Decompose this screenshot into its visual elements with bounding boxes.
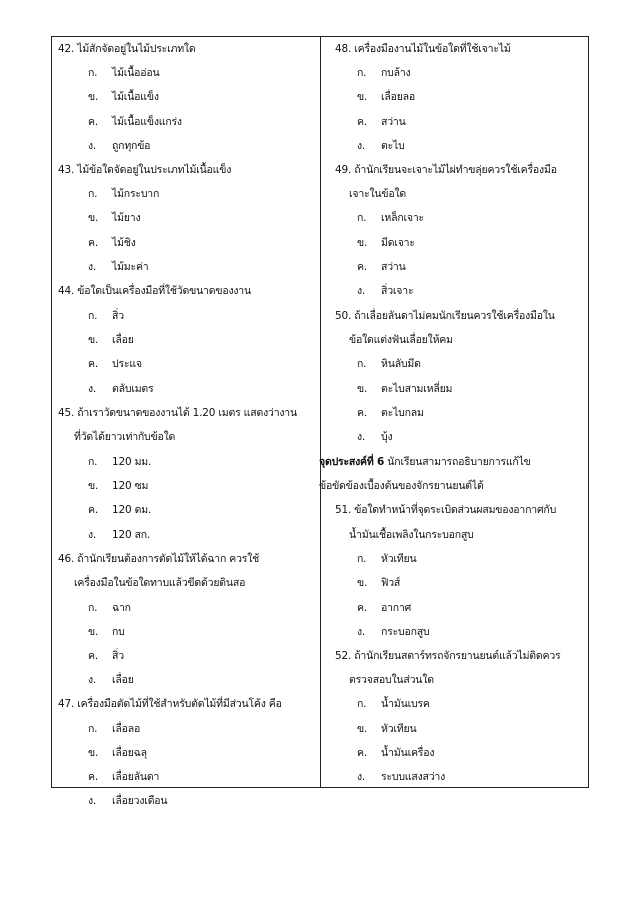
option-text: หัวเทียน [381, 723, 417, 735]
option-letter: ก. [88, 602, 98, 614]
question-text: 48. เครื่องมืองานไม้ในข้อใดที่ใช้เจาะไม้ [335, 43, 511, 55]
option-letter: ง. [88, 383, 97, 395]
answer-option [88, 309, 124, 323]
option-text: ฟิวส์ [381, 577, 401, 589]
option-text: สว่าน [381, 116, 406, 128]
option-letter: ง. [357, 771, 366, 783]
option-letter: ก. [88, 456, 98, 468]
option-text: สิ่ว [112, 650, 124, 662]
answer-option [88, 625, 125, 639]
option-letter: ข. [88, 747, 99, 759]
option-letter: ค. [88, 504, 98, 516]
answer-option [357, 601, 412, 615]
answer-option [88, 601, 131, 615]
option-letter: ง. [88, 261, 97, 273]
question-text: 50. ถ้าเลื่อยลันดาไม่คมนักเรียนควรใช้เครื่องมือใน [335, 310, 555, 322]
answer-option [88, 236, 136, 250]
answer-option [357, 260, 406, 274]
answer-option [88, 66, 160, 80]
answer-option [357, 139, 405, 153]
answer-option [357, 115, 406, 129]
option-text: น้ำมันเครื่อง [381, 747, 435, 759]
question-text: 49. ถ้านักเรียนจะเจาะไม้ไผ่ทำขลุ่ยควรใช้เครื่องมือ [335, 164, 557, 176]
question-continuation: น้ำมันเชื้อเพลิงในกระบอกสูบ [349, 529, 474, 541]
option-letter: ง. [357, 285, 366, 297]
option-letter: ก. [88, 188, 98, 200]
answer-option [88, 115, 182, 129]
option-text: กระบอกสูบ [381, 626, 430, 638]
option-letter: ค. [357, 116, 367, 128]
answer-option [88, 746, 147, 760]
option-text: กบล้าง [381, 67, 411, 79]
answer-option [357, 211, 424, 225]
right-column [320, 37, 591, 787]
option-letter: ก. [357, 358, 367, 370]
option-text: 120 มม. [112, 456, 152, 468]
option-text: มีดเจาะ [381, 237, 415, 249]
question-text: 42. ไม้สักจัดอยู่ในไม้ประเภทใด [58, 43, 196, 55]
answer-option [357, 770, 446, 784]
objective-text: นักเรียนสามารถอธิบายการแก้ไข [384, 456, 531, 468]
option-text: เลื่อยลอ [381, 91, 416, 103]
option-text: สิ่วเจาะ [381, 285, 414, 297]
option-text: ไม้มะค่า [112, 261, 149, 273]
question-continuation: ข้อใดแต่งฟันเลื่อยให้คม [349, 334, 453, 346]
option-letter: ง. [88, 674, 97, 686]
answer-option [357, 576, 401, 590]
answer-option [357, 284, 414, 298]
option-letter: ก. [357, 67, 367, 79]
answer-option [357, 552, 417, 566]
answer-option [88, 260, 149, 274]
option-text: เลื่อยฉลุ [112, 747, 147, 759]
option-letter: ค. [357, 747, 367, 759]
option-text: สิ่ว [112, 310, 124, 322]
option-letter: ค. [88, 771, 98, 783]
answer-option [88, 455, 152, 469]
objective-heading [319, 455, 531, 469]
answer-option [357, 236, 415, 250]
answer-option [88, 503, 152, 517]
option-text: ไม้ยาง [112, 212, 141, 224]
question-text: 45. ถ้าเราวัดขนาดของงานได้ 1.20 เมตร แสดงว่างาน [58, 407, 297, 419]
question-continuation: เครื่องมือในข้อใดทาบแล้วขีดด้วยดินสอ [74, 577, 246, 589]
answer-option [357, 746, 435, 760]
answer-option [357, 625, 430, 639]
answer-option [88, 90, 159, 104]
option-letter: ค. [88, 650, 98, 662]
option-letter: ง. [357, 431, 366, 443]
option-letter: ข. [88, 91, 99, 103]
option-text: ไม้เนื้อแข็ง [112, 91, 159, 103]
answer-option [88, 139, 151, 153]
answer-option [88, 382, 154, 396]
answer-option [357, 66, 411, 80]
option-text: กบ [112, 626, 125, 638]
option-text: ตะไบ [381, 140, 405, 152]
option-letter: ข. [88, 212, 99, 224]
question-continuation: ข้อขัดข้องเบื้องต้นของจักรยานยนต์ได้ [319, 480, 484, 492]
option-text: หินลับมีด [381, 358, 421, 370]
answer-option [88, 479, 149, 493]
answer-option [357, 382, 453, 396]
answer-option [357, 722, 417, 736]
option-text: อากาศ [381, 602, 412, 614]
question-text: 43. ไม้ข้อใดจัดอยู่ในประเภทไม้เนื้อแข็ง [58, 164, 232, 176]
option-letter: ข. [357, 237, 368, 249]
option-text: ไม้เนื้อแข็งแกร่ง [112, 116, 182, 128]
option-text: เหล็กเจาะ [381, 212, 424, 224]
option-letter: ก. [357, 553, 367, 565]
left-column [52, 37, 320, 807]
option-letter: ข. [357, 383, 368, 395]
answer-option [357, 406, 424, 420]
option-letter: ข. [357, 91, 368, 103]
answer-option [88, 528, 151, 542]
option-text: ฉาก [112, 602, 131, 614]
option-text: 120 สก. [112, 529, 151, 541]
option-text: น้ำมันเบรค [381, 698, 430, 710]
option-text: เลื่อยวงเดือน [112, 795, 168, 807]
answer-option [357, 697, 430, 711]
option-text: เลื่อย [112, 674, 134, 686]
answer-option [357, 357, 421, 371]
answer-option [88, 333, 134, 347]
option-letter: ง. [88, 795, 97, 807]
option-letter: ก. [357, 698, 367, 710]
option-letter: ข. [357, 577, 368, 589]
option-letter: ก. [88, 723, 98, 735]
option-letter: ค. [88, 237, 98, 249]
option-letter: ข. [88, 480, 99, 492]
option-letter: ง. [357, 140, 366, 152]
option-text: สว่าน [381, 261, 406, 273]
option-text: ตะไบสามเหลี่ยม [381, 383, 453, 395]
answer-option [88, 357, 142, 371]
answer-option [357, 430, 393, 444]
option-letter: ค. [357, 602, 367, 614]
option-letter: ง. [357, 626, 366, 638]
option-letter: ค. [88, 358, 98, 370]
option-text: หัวเทียน [381, 553, 417, 565]
option-text: 120 ดม. [112, 504, 152, 516]
option-letter: ก. [88, 310, 98, 322]
option-text: บุ้ง [381, 431, 393, 443]
option-text: 120 ซม [112, 480, 149, 492]
option-text: ไม้ชิง [112, 237, 136, 249]
question-text: 47. เครื่องมือตัดไม้ที่ใช้สำหรับตัดไม้ที่มีส่วนโค้ง คือ [58, 698, 282, 710]
option-text: ตลับเมตร [112, 383, 154, 395]
option-letter: ง. [88, 529, 97, 541]
option-text: เลื่อลอ [112, 723, 141, 735]
question-text: 44. ข้อใดเป็นเครื่องมือที่ใช้วัดขนาดของงาน [58, 285, 251, 297]
answer-option [88, 722, 141, 736]
question-text: 46. ถ้านักเรียนต้องการตัดไม้ให้ได้ฉาก ควรใช้ [58, 553, 260, 565]
question-text: 52. ถ้านักเรียนสตาร์ทรถจักรยานยนต์แล้วไม่ติดควร [335, 650, 561, 662]
answer-option [88, 649, 124, 663]
answer-option [88, 187, 160, 201]
option-letter: ค. [357, 407, 367, 419]
answer-option [88, 794, 168, 808]
answer-option [357, 90, 416, 104]
option-text: ตะไบกลม [381, 407, 424, 419]
option-letter: ค. [88, 116, 98, 128]
answer-option [88, 673, 134, 687]
option-letter: ง. [88, 140, 97, 152]
option-letter: ข. [357, 723, 368, 735]
option-text: ไม้กระบาก [112, 188, 160, 200]
question-continuation: เจาะในข้อใด [349, 188, 407, 200]
question-continuation: ตรวจสอบในส่วนใด [349, 674, 434, 686]
option-text: ประแจ [112, 358, 142, 370]
option-text: เลื่อย [112, 334, 134, 346]
option-letter: ข. [88, 626, 99, 638]
answer-option [88, 770, 160, 784]
option-text: ถูกทุกข้อ [112, 140, 151, 152]
exam-sheet [51, 36, 589, 807]
option-text: ไม้เนื้ออ่อน [112, 67, 160, 79]
answer-option [88, 211, 141, 225]
option-letter: ก. [357, 212, 367, 224]
option-text: ระบบแสงสว่าง [381, 771, 446, 783]
option-letter: ก. [88, 67, 98, 79]
objective-number: จุดประสงค์ที่ 6 [319, 456, 385, 468]
option-letter: ข. [88, 334, 99, 346]
question-text: 51. ข้อใดทำหน้าที่จุดระเบิดส่วนผสมของอากาศกับ [335, 504, 557, 516]
question-continuation: ที่วัดได้ยาวเท่ากับข้อใด [74, 431, 176, 443]
option-letter: ค. [357, 261, 367, 273]
option-text: เลื่อยลันดา [112, 771, 160, 783]
